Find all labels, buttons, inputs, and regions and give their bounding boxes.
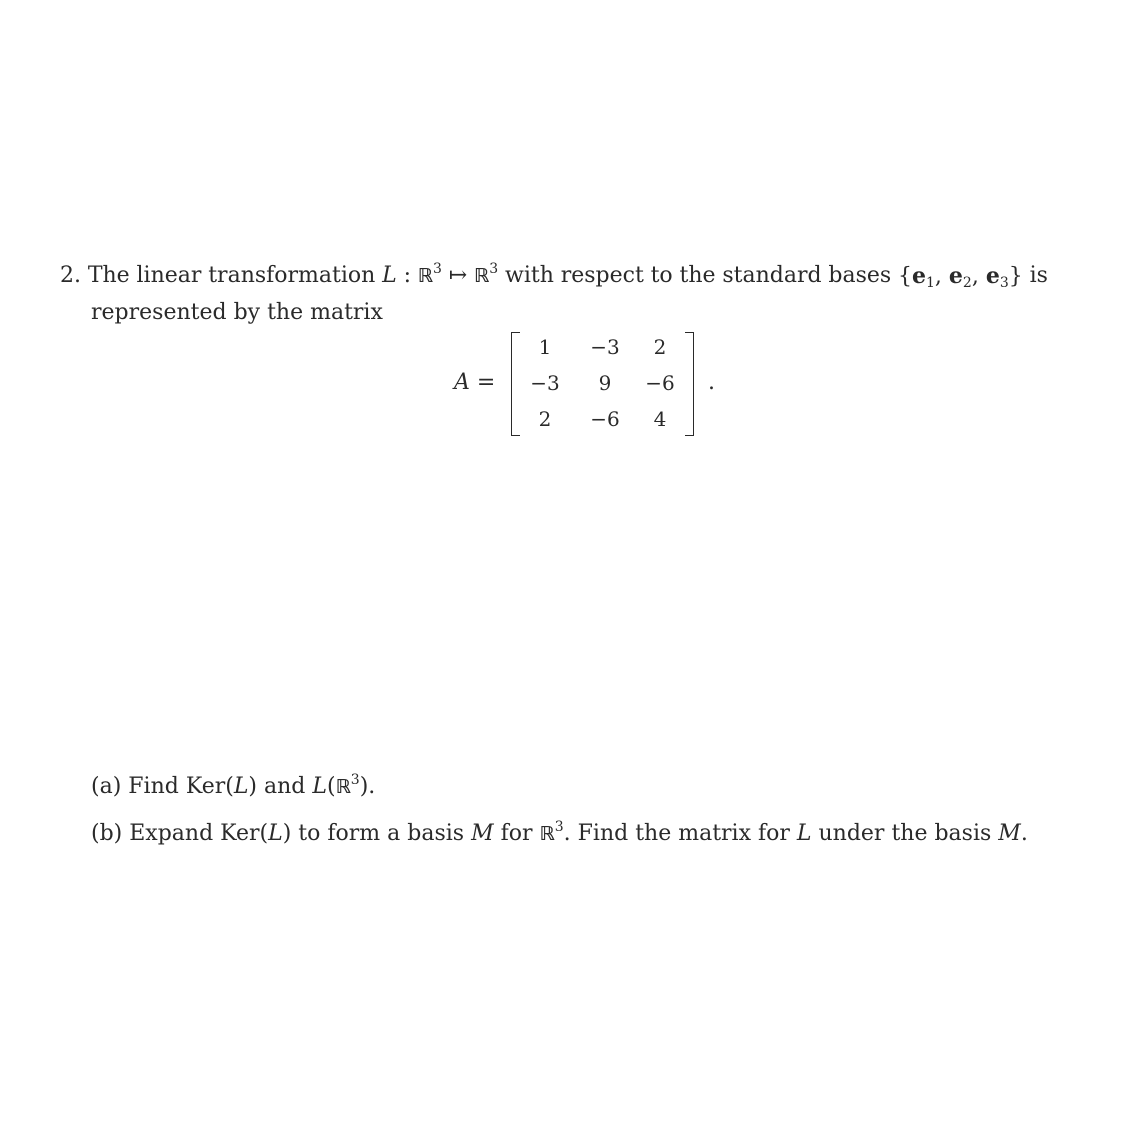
part-b-label: (b) <box>91 821 123 846</box>
matrix-cell: −3 <box>530 371 560 395</box>
mapsto-arrow: ↦ <box>448 263 468 288</box>
matrix-cell: 1 <box>538 335 552 359</box>
matrix-period: . <box>708 370 715 395</box>
matrix-cell: −6 <box>590 407 620 431</box>
part-a-question: (a) Find Ker(L) and L(ℝ$^3$). <box>91 772 376 799</box>
transformation-symbol: L <box>382 263 397 288</box>
matrix-cell: −3 <box>590 335 620 359</box>
problem-statement-line-2: represented by the matrix <box>91 300 383 325</box>
matrix-name: A = <box>454 370 496 395</box>
part-b-question: (b) Expand Ker(L) to form a basis M for ℝ$^3$. Find the matrix for L under the basis M. <box>91 819 1028 846</box>
matrix-cell: 2 <box>538 407 552 431</box>
problem-number: 2. <box>60 263 81 288</box>
matrix-cell: 2 <box>653 335 667 359</box>
matrix-cell: 9 <box>598 371 612 395</box>
matrix-cell: −6 <box>645 371 675 395</box>
matrix-equation <box>448 330 728 438</box>
codomain-space: ℝ$^3$ <box>474 261 499 287</box>
standard-basis-set: {$e_1$, $e_2$, $e_3$} <box>898 263 1023 291</box>
domain-space: ℝ$^3$ <box>417 261 442 287</box>
matrix-cell: 4 <box>653 407 667 431</box>
part-a-label: (a) <box>91 774 122 799</box>
problem-statement-line-1: 2. The linear transformation L : ℝ$^3$ ↦ ℝ$^3$ with respect to the standard bases {$e_1$, $e_2$, $e_3$} is <box>60 261 1048 291</box>
